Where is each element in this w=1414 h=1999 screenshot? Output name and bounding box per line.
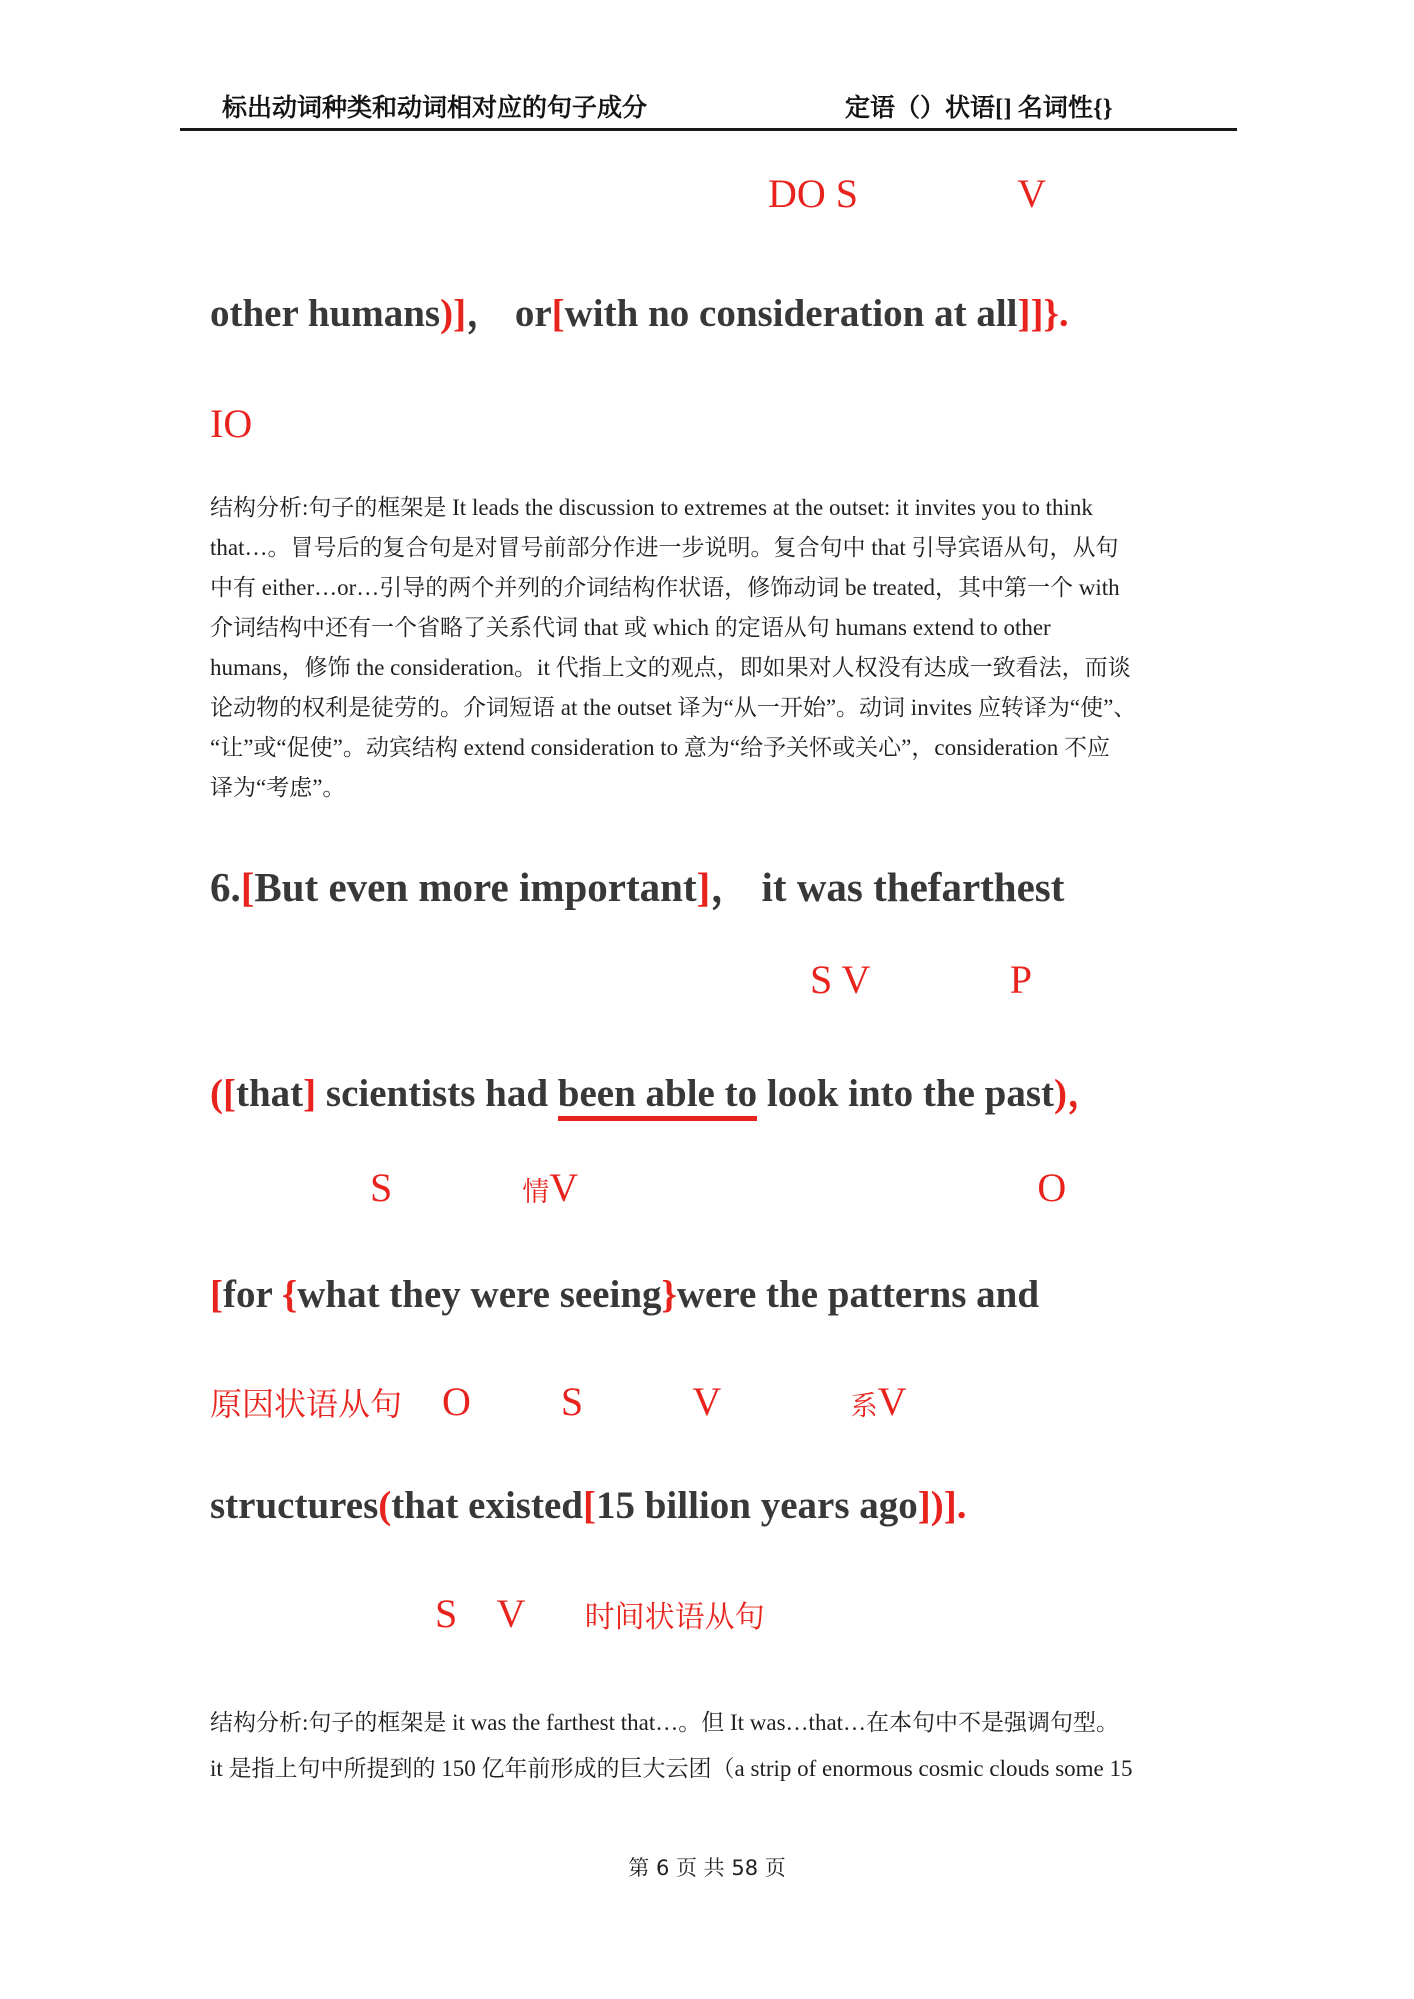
- sentence-line-other-humans: [210, 282, 1069, 338]
- text-segment: DO S V: [768, 171, 1047, 216]
- text-segment: that: [235, 1072, 304, 1115]
- text-segment: that existed: [391, 1484, 583, 1527]
- text-segment: structures: [210, 1484, 379, 1527]
- text-segment: S V: [435, 1591, 585, 1636]
- text-segment: it was thefarthest: [751, 864, 1065, 910]
- text-segment: other humans: [210, 292, 441, 335]
- text-segment: 15 billion years ago: [595, 1484, 918, 1527]
- text-segment: ([: [210, 1072, 236, 1115]
- text-segment: S: [370, 1165, 523, 1210]
- header-rule: [180, 128, 1237, 131]
- text-segment: 原因状语从句: [210, 1386, 403, 1422]
- text-segment: with no consideration at all: [564, 292, 1018, 335]
- text-segment: ): [1054, 1072, 1067, 1115]
- text-segment: 系: [850, 1391, 878, 1421]
- grammar-marker-s-qingv-o: [210, 1164, 1066, 1211]
- text-segment: look into the past: [757, 1072, 1054, 1115]
- text-segment: [: [210, 1273, 223, 1316]
- text-segment: been able to: [558, 1072, 757, 1121]
- grammar-marker-do-s-v: [210, 170, 1046, 217]
- text-segment: ，: [466, 292, 506, 335]
- grammar-marker-io: [210, 400, 252, 447]
- text-line: 结构分析:句子的框架是 It leads the discussion to extremes at the outset: it invites you to think: [210, 495, 1093, 520]
- text-segment: 时间状语从句: [584, 1601, 765, 1634]
- text-segment: ])].: [917, 1484, 967, 1527]
- text-segment: [: [551, 292, 565, 335]
- text-segment: V: [877, 1379, 907, 1424]
- text-line: 结构分析:句子的框架是 it was the farthest that…。但 It was…that…在本句中不是强调句型。: [210, 1710, 1120, 1735]
- text-segment: [: [582, 1484, 596, 1527]
- text-segment: what they were seeing: [297, 1273, 662, 1316]
- grammar-marker-s-v-p: [210, 956, 1032, 1003]
- text-line: humans，修饰 the consideration。it 代指上文的观点，即如果对人权没有达成一致看法，而谈: [210, 655, 1131, 680]
- sentence-line-for-what: [210, 1272, 1039, 1317]
- text-segment: ，: [710, 864, 752, 910]
- text-segment: for: [223, 1273, 282, 1316]
- text-line: that…。冒号后的复合句是对冒号前部分作进一步说明。复合句中 that 引导宾语从句，从句: [210, 535, 1119, 560]
- text-segment: 6.: [210, 864, 241, 910]
- header-left-title: 标出动词种类和动词相对应的句子成分: [222, 95, 648, 122]
- text-segment: {: [281, 1273, 298, 1316]
- text-line: 译为“考虑”。: [210, 775, 346, 800]
- text-segment: ，: [1067, 1072, 1107, 1115]
- text-segment: IO: [210, 401, 253, 446]
- text-segment: S V P: [810, 957, 1032, 1002]
- text-segment: scientists had: [316, 1072, 558, 1115]
- text-segment: (: [378, 1484, 392, 1527]
- text-segment: [: [240, 864, 255, 910]
- text-segment: or: [505, 292, 552, 335]
- text-line: 中有 either…or…引导的两个并列的介词结构作状语，修饰动词 be treated，其中第一个 with: [210, 575, 1120, 600]
- text-segment: ]: [303, 1072, 317, 1115]
- header-legend: 定语（）状语[] 名词性{}: [845, 95, 1113, 122]
- text-segment: ]]}.: [1017, 292, 1069, 335]
- text-segment: )]: [440, 292, 467, 335]
- grammar-marker-time-clause: [210, 1590, 765, 1637]
- analysis-paragraph-2: [210, 1700, 1220, 1792]
- text-line: “让”或“促使”。动宾结构 extend consideration to 意为“给予关怀或关心”，consideration 不应: [210, 735, 1111, 760]
- grammar-marker-cause-clause: [210, 1378, 906, 1425]
- text-segment: were the patterns and: [676, 1273, 1040, 1316]
- text-segment: }: [661, 1273, 677, 1316]
- text-segment: But even more important: [254, 864, 697, 910]
- text-line: 介词结构中还有一个省略了关系代词 that 或 which 的定语从句 humans extend to other: [210, 615, 1051, 640]
- sentence-line-scientists: [210, 1062, 1106, 1118]
- sentence-heading-6: [210, 854, 1064, 913]
- text-segment: V: [549, 1165, 578, 1210]
- text-line: it 是指上句中所提到的 150 亿年前形成的巨大云团（a strip of enormous cosmic clouds some 15: [210, 1756, 1133, 1781]
- text-segment: O: [577, 1165, 1067, 1210]
- text-segment: O S V: [402, 1379, 851, 1424]
- text-segment: ]: [696, 864, 711, 910]
- analysis-paragraph-1: [210, 488, 1220, 808]
- page-number-footer: 第 6 页 共 58 页: [628, 1856, 786, 1880]
- sentence-line-structures: [210, 1483, 966, 1528]
- text-segment: 情: [522, 1177, 550, 1207]
- text-line: 论动物的权利是徒劳的。介词短语 at the outset 译为“从一开始”。动词 invites 应转译为“使”、: [210, 695, 1137, 720]
